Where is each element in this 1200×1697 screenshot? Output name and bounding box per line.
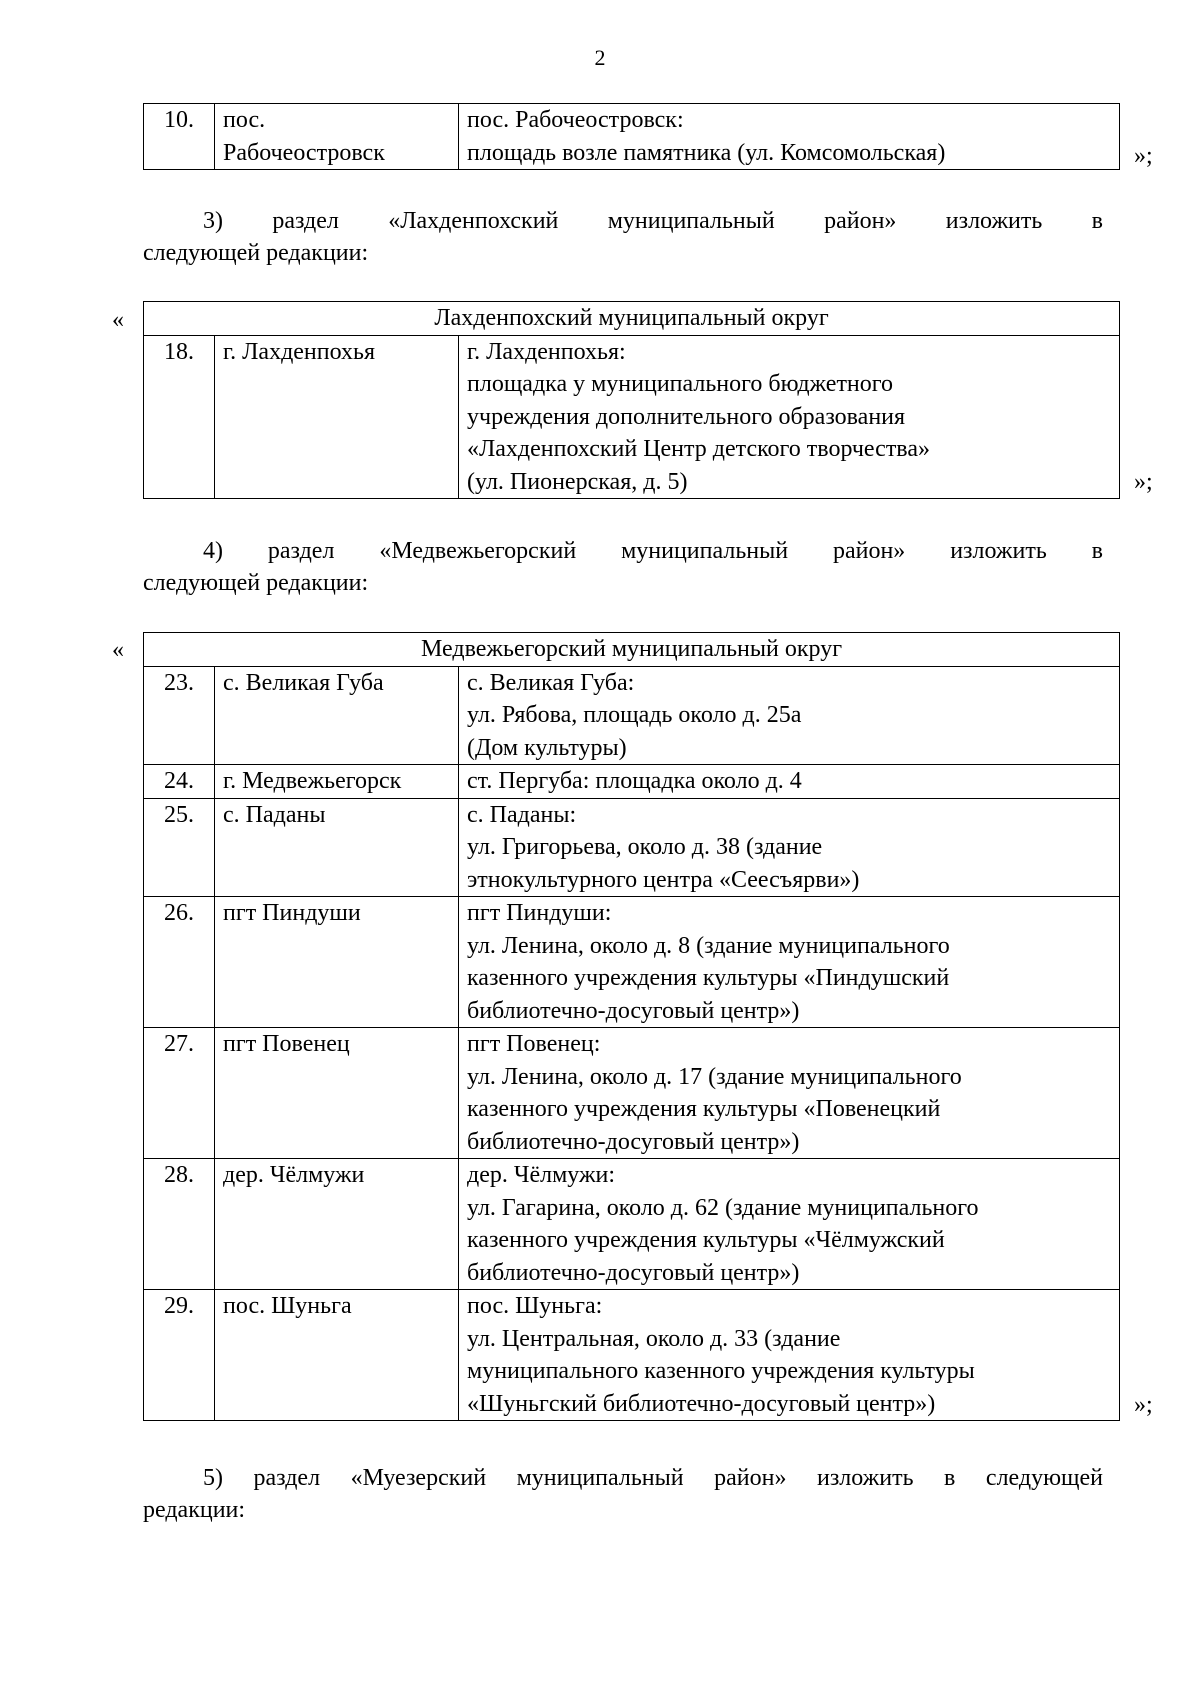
table-closing-quote: »; (1134, 1392, 1153, 1418)
settlement-line: с. Великая Губа (223, 669, 384, 696)
voting-location (459, 666, 1120, 765)
settlement-name (215, 765, 459, 799)
medvezhyegorsk-district-table (143, 632, 1120, 1421)
settlement-name (215, 104, 459, 170)
location-line: пос. Рабочеостровск: (467, 107, 684, 133)
location-line: г. Лахденпохья: (467, 338, 626, 365)
table-row (144, 897, 1120, 1028)
table-opening-quote: « (112, 637, 124, 663)
table-row (144, 1159, 1120, 1290)
location-line: библиотечно-досуговый центр») (467, 1128, 800, 1155)
location-line: ул. Гагарина, около д. 62 (здание муниципального (467, 1194, 979, 1221)
settlement-name (215, 666, 459, 765)
location-line: с. Паданы: (467, 801, 577, 828)
table-row (144, 798, 1120, 897)
amendment-paragraph-5: 5) раздел «Муезерский муниципальный район» изложить в следующей редакции: (143, 1465, 1103, 1523)
voting-location (459, 1290, 1120, 1421)
settlement-name (215, 897, 459, 1028)
table-closing-quote: »; (1134, 143, 1153, 169)
table-closing-quote: »; (1134, 469, 1153, 495)
location-line: пгт Повенец: (467, 1031, 601, 1057)
location-line: (Дом культуры) (467, 734, 627, 761)
location-line: ст. Пергуба: площадка около д. 4 (467, 768, 802, 794)
voting-location (459, 897, 1120, 1028)
district-name: Медвежьегорский муниципальный округ (144, 633, 1120, 667)
row-number: 28. (144, 1159, 215, 1290)
amendment-paragraph-3: 3) раздел «Лахденпохский муниципальный район» изложить в следующей редакции: (143, 208, 1103, 266)
settlement-line: пос. Шуньга (223, 1293, 352, 1319)
settlement-name (215, 1159, 459, 1290)
district-header-row (144, 633, 1120, 667)
table-row (144, 666, 1120, 765)
settlement-name (215, 1290, 459, 1421)
voting-location (459, 798, 1120, 897)
row-number: 24. (144, 765, 215, 799)
location-line: этнокультурного центра «Сеесъярви») (467, 866, 860, 893)
settlement-line: пгт Пиндуши (223, 900, 361, 926)
location-line: площадка у муниципального бюджетного (467, 371, 894, 397)
voting-location (459, 1028, 1120, 1159)
location-line: ул. Рябова, площадь около д. 25а (467, 702, 802, 728)
location-line: дер. Чёлмужи: (467, 1162, 616, 1188)
district-header-row (144, 302, 1120, 336)
location-line: казенного учреждения культуры «Повенецкий (467, 1096, 941, 1122)
row-number: 26. (144, 897, 215, 1028)
location-line: муниципального казенного учреждения культуры (467, 1358, 975, 1384)
voting-location (459, 335, 1120, 499)
table-row (144, 1028, 1120, 1159)
voting-location (459, 765, 1120, 799)
settlement-line: пос. (223, 107, 266, 133)
table-row (144, 765, 1120, 799)
location-line: площадь возле памятника (ул. Комсомольская) (467, 139, 946, 166)
row-number: 23. (144, 666, 215, 765)
row-number: 18. (144, 335, 215, 499)
row-number: 10. (144, 104, 215, 170)
settlement-line: Рабочеостровск (223, 139, 385, 166)
voting-location (459, 1159, 1120, 1290)
settlement-line: с. Паданы (223, 801, 326, 828)
location-line: ул. Ленина, около д. 17 (здание муниципального (467, 1063, 962, 1090)
location-line: казенного учреждения культуры «Чёлмужский (467, 1227, 945, 1253)
table-row (144, 1290, 1120, 1421)
location-line: пос. Шуньга: (467, 1293, 603, 1319)
row-number: 25. (144, 798, 215, 897)
location-line: «Лахденпохский Центр детского творчества» (467, 436, 930, 462)
settlement-line: пгт Повенец (223, 1031, 350, 1057)
settlement-name (215, 1028, 459, 1159)
settlement-line: дер. Чёлмужи (223, 1162, 365, 1188)
location-line: «Шуньгский библиотечно-досуговый центр») (467, 1390, 936, 1417)
location-line: (ул. Пионерская, д. 5) (467, 468, 688, 495)
settlement-line: г. Лахденпохья (223, 338, 376, 365)
location-line: пгт Пиндуши: (467, 900, 612, 926)
page-number: 2 (594, 45, 606, 70)
locations-table-continued (143, 103, 1120, 170)
location-line: с. Великая Губа: (467, 669, 635, 696)
row-number: 29. (144, 1290, 215, 1421)
location-line: учреждения дополнительного образования (467, 403, 906, 430)
amendment-paragraph-4: 4) раздел «Медвежьегорский муниципальный район» изложить в следующей редакции: (143, 538, 1103, 596)
location-line: ул. Григорьева, около д. 38 (здание (467, 834, 823, 860)
location-line: ул. Ленина, около д. 8 (здание муниципального (467, 932, 950, 959)
row-number: 27. (144, 1028, 215, 1159)
district-name: Лахденпохский муниципальный округ (144, 302, 1120, 336)
settlement-name (215, 798, 459, 897)
settlement-name (215, 335, 459, 499)
table-row (144, 104, 1120, 170)
lakhdenpokhya-district-table (143, 301, 1120, 499)
location-line: библиотечно-досуговый центр») (467, 997, 800, 1024)
table-opening-quote: « (112, 307, 124, 333)
voting-location (459, 104, 1120, 170)
location-line: казенного учреждения культуры «Пиндушский (467, 965, 950, 991)
settlement-line: г. Медвежьегорск (223, 768, 402, 794)
location-line: библиотечно-досуговый центр») (467, 1259, 800, 1286)
location-line: ул. Центральная, около д. 33 (здание (467, 1325, 841, 1352)
table-row (144, 335, 1120, 499)
